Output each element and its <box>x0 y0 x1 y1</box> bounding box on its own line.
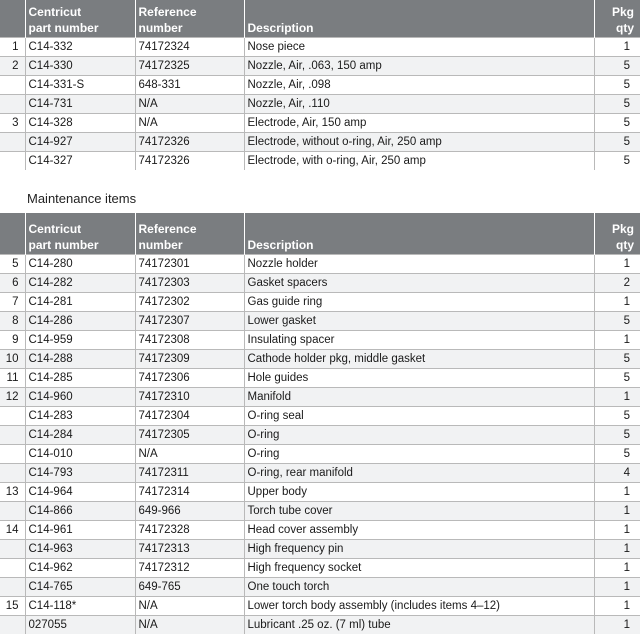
ref-header-line2: number <box>139 21 183 35</box>
item-number-cell <box>0 559 25 578</box>
part-number-header <box>25 0 135 38</box>
reference-number-cell: N/A <box>135 445 244 464</box>
item-number-cell: 9 <box>0 331 25 350</box>
consumables-table <box>0 0 640 170</box>
pkg-qty-cell: 1 <box>594 578 640 597</box>
reference-number-cell: 649-966 <box>135 502 244 521</box>
description-cell: Gas guide ring <box>244 293 594 312</box>
part-number-cell: C14-866 <box>25 502 135 521</box>
part-number-cell: C14-731 <box>25 95 135 114</box>
table-row <box>0 95 640 114</box>
description-cell: Lubricant .25 oz. (7 ml) tube <box>244 616 594 634</box>
part-number-cell: C14-330 <box>25 57 135 76</box>
description-header: Description <box>244 0 594 38</box>
item-number-cell <box>0 578 25 597</box>
pkg-qty-cell: 1 <box>594 483 640 502</box>
table-row <box>0 502 640 521</box>
pkg-qty-cell: 1 <box>594 521 640 540</box>
item-number-cell: 5 <box>0 255 25 274</box>
part-number-cell: C14-282 <box>25 274 135 293</box>
part-number-cell: C14-327 <box>25 152 135 171</box>
part-number-cell: C14-283 <box>25 407 135 426</box>
maintenance-table <box>0 213 640 634</box>
table-row <box>0 133 640 152</box>
table-row <box>0 331 640 350</box>
table-row <box>0 597 640 616</box>
item-number-cell: 10 <box>0 350 25 369</box>
reference-number-cell: N/A <box>135 114 244 133</box>
part-number-cell: C14-793 <box>25 464 135 483</box>
reference-number-cell: 74172301 <box>135 255 244 274</box>
reference-number-cell: 74172313 <box>135 540 244 559</box>
table-row <box>0 255 640 274</box>
item-number-cell <box>0 95 25 114</box>
description-cell: Torch tube cover <box>244 502 594 521</box>
part-number-cell: 027055 <box>25 616 135 634</box>
reference-number-header <box>135 0 244 38</box>
reference-number-cell: 74172303 <box>135 274 244 293</box>
reference-number-cell: N/A <box>135 95 244 114</box>
table-row <box>0 388 640 407</box>
description-cell: One touch torch <box>244 578 594 597</box>
part-number-cell: C14-288 <box>25 350 135 369</box>
description-cell: Electrode, Air, 150 amp <box>244 114 594 133</box>
table-row <box>0 76 640 95</box>
description-cell: Hole guides <box>244 369 594 388</box>
item-number-cell <box>0 407 25 426</box>
reference-number-cell: 74172311 <box>135 464 244 483</box>
part-header-line2: part number <box>29 21 99 35</box>
pkg-qty-cell: 5 <box>594 350 640 369</box>
part-header-line1: Centricut <box>29 222 82 236</box>
pkg-qty-cell: 5 <box>594 114 640 133</box>
item-number-cell <box>0 426 25 445</box>
maintenance-items-title: Maintenance items <box>27 191 136 207</box>
table-row <box>0 312 640 331</box>
reference-number-cell: 74172306 <box>135 369 244 388</box>
reference-number-cell: 74172314 <box>135 483 244 502</box>
item-number-cell: 14 <box>0 521 25 540</box>
pkg-qty-cell: 5 <box>594 95 640 114</box>
reference-number-cell: 74172310 <box>135 388 244 407</box>
description-cell: O-ring <box>244 445 594 464</box>
table-row <box>0 540 640 559</box>
description-cell: Insulating spacer <box>244 331 594 350</box>
pkg-qty-cell: 1 <box>594 597 640 616</box>
table-row <box>0 407 640 426</box>
pkg-qty-cell: 1 <box>594 616 640 634</box>
pkg-qty-cell: 5 <box>594 407 640 426</box>
reference-number-cell: 649-765 <box>135 578 244 597</box>
pkg-qty-cell: 1 <box>594 331 640 350</box>
part-number-cell: C14-332 <box>25 38 135 57</box>
reference-number-cell: N/A <box>135 597 244 616</box>
item-number-cell: 6 <box>0 274 25 293</box>
reference-number-cell: N/A <box>135 616 244 634</box>
pkg-qty-cell: 1 <box>594 502 640 521</box>
description-cell: Nozzle, Air, .098 <box>244 76 594 95</box>
table-row <box>0 293 640 312</box>
item-number-cell: 12 <box>0 388 25 407</box>
table-row <box>0 114 640 133</box>
item-number-cell <box>0 152 25 171</box>
pkg-qty-cell: 5 <box>594 369 640 388</box>
table-row <box>0 445 640 464</box>
description-cell: Cathode holder pkg, middle gasket <box>244 350 594 369</box>
ref-header-line2: number <box>139 238 183 252</box>
reference-number-cell: 74172307 <box>135 312 244 331</box>
pkg-qty-cell: 1 <box>594 559 640 578</box>
description-cell: High frequency socket <box>244 559 594 578</box>
item-number-cell <box>0 464 25 483</box>
table-header-row <box>0 0 640 38</box>
description-cell: Nozzle holder <box>244 255 594 274</box>
pkg-qty-cell: 1 <box>594 388 640 407</box>
reference-number-cell: 74172304 <box>135 407 244 426</box>
item-number-cell: 3 <box>0 114 25 133</box>
ref-header-line1: Reference <box>139 222 197 236</box>
pkg-qty-cell: 1 <box>594 38 640 57</box>
description-cell: Upper body <box>244 483 594 502</box>
ref-header-line1: Reference <box>139 5 197 19</box>
part-header-line1: Centricut <box>29 5 82 19</box>
item-number-cell <box>0 445 25 464</box>
part-number-cell: C14-118* <box>25 597 135 616</box>
pkg-qty-cell: 1 <box>594 255 640 274</box>
table-row <box>0 350 640 369</box>
part-number-cell: C14-964 <box>25 483 135 502</box>
table-row <box>0 521 640 540</box>
part-number-cell: C14-010 <box>25 445 135 464</box>
description-cell: Head cover assembly <box>244 521 594 540</box>
part-number-cell: C14-331-S <box>25 76 135 95</box>
part-number-cell: C14-328 <box>25 114 135 133</box>
part-number-cell: C14-927 <box>25 133 135 152</box>
pkg-qty-cell: 2 <box>594 274 640 293</box>
part-number-cell: C14-286 <box>25 312 135 331</box>
pkg-qty-header <box>594 0 640 38</box>
item-number-cell: 13 <box>0 483 25 502</box>
item-number-cell <box>0 133 25 152</box>
pkg-qty-cell: 5 <box>594 426 640 445</box>
part-number-cell: C14-963 <box>25 540 135 559</box>
table-row <box>0 274 640 293</box>
description-cell: O-ring seal <box>244 407 594 426</box>
part-number-header <box>25 213 135 255</box>
description-cell: Manifold <box>244 388 594 407</box>
reference-number-cell: 74172326 <box>135 152 244 171</box>
table-row <box>0 369 640 388</box>
description-cell: Nozzle, Air, .110 <box>244 95 594 114</box>
pkg-qty-header <box>594 213 640 255</box>
reference-number-cell: 648-331 <box>135 76 244 95</box>
item-number-cell: 2 <box>0 57 25 76</box>
pkg-qty-cell: 5 <box>594 57 640 76</box>
item-number-cell: 11 <box>0 369 25 388</box>
reference-number-cell: 74172312 <box>135 559 244 578</box>
qty-header-line1: Pkg <box>612 222 634 236</box>
reference-number-cell: 74172324 <box>135 38 244 57</box>
pkg-qty-cell: 4 <box>594 464 640 483</box>
part-number-cell: C14-959 <box>25 331 135 350</box>
description-cell: Electrode, with o-ring, Air, 250 amp <box>244 152 594 171</box>
table-header-row <box>0 213 640 255</box>
reference-number-cell: 74172326 <box>135 133 244 152</box>
description-cell: High frequency pin <box>244 540 594 559</box>
pkg-qty-cell: 1 <box>594 540 640 559</box>
part-number-cell: C14-280 <box>25 255 135 274</box>
pkg-qty-cell: 5 <box>594 445 640 464</box>
qty-header-line2: qty <box>616 238 634 252</box>
description-cell: Lower gasket <box>244 312 594 331</box>
part-number-cell: C14-285 <box>25 369 135 388</box>
pkg-qty-cell: 5 <box>594 152 640 171</box>
reference-number-header <box>135 213 244 255</box>
table-row <box>0 426 640 445</box>
table-row <box>0 57 640 76</box>
pkg-qty-cell: 1 <box>594 293 640 312</box>
description-cell: Nozzle, Air, .063, 150 amp <box>244 57 594 76</box>
description-cell: O-ring <box>244 426 594 445</box>
table-row <box>0 152 640 171</box>
pkg-qty-cell: 5 <box>594 76 640 95</box>
item-number-header <box>0 213 25 255</box>
item-number-cell <box>0 76 25 95</box>
description-cell: O-ring, rear manifold <box>244 464 594 483</box>
description-cell: Electrode, without o-ring, Air, 250 amp <box>244 133 594 152</box>
table-row <box>0 483 640 502</box>
table-row <box>0 616 640 634</box>
description-header: Description <box>244 213 594 255</box>
table-row <box>0 578 640 597</box>
description-cell: Nose piece <box>244 38 594 57</box>
part-number-cell: C14-962 <box>25 559 135 578</box>
reference-number-cell: 74172325 <box>135 57 244 76</box>
part-number-cell: C14-284 <box>25 426 135 445</box>
reference-number-cell: 74172308 <box>135 331 244 350</box>
table-row <box>0 559 640 578</box>
pkg-qty-cell: 5 <box>594 312 640 331</box>
item-number-cell <box>0 540 25 559</box>
qty-header-line2: qty <box>616 21 634 35</box>
qty-header-line1: Pkg <box>612 5 634 19</box>
part-number-cell: C14-960 <box>25 388 135 407</box>
part-number-cell: C14-281 <box>25 293 135 312</box>
table-row <box>0 464 640 483</box>
table-row <box>0 38 640 57</box>
part-header-line2: part number <box>29 238 99 252</box>
item-number-cell: 15 <box>0 597 25 616</box>
item-number-cell: 8 <box>0 312 25 331</box>
item-number-cell: 1 <box>0 38 25 57</box>
description-cell: Gasket spacers <box>244 274 594 293</box>
description-cell: Lower torch body assembly (includes items 4–12) <box>244 597 594 616</box>
item-number-cell <box>0 616 25 634</box>
item-number-header <box>0 0 25 38</box>
reference-number-cell: 74172328 <box>135 521 244 540</box>
part-number-cell: C14-765 <box>25 578 135 597</box>
item-number-cell: 7 <box>0 293 25 312</box>
part-number-cell: C14-961 <box>25 521 135 540</box>
reference-number-cell: 74172305 <box>135 426 244 445</box>
item-number-cell <box>0 502 25 521</box>
reference-number-cell: 74172309 <box>135 350 244 369</box>
reference-number-cell: 74172302 <box>135 293 244 312</box>
pkg-qty-cell: 5 <box>594 133 640 152</box>
